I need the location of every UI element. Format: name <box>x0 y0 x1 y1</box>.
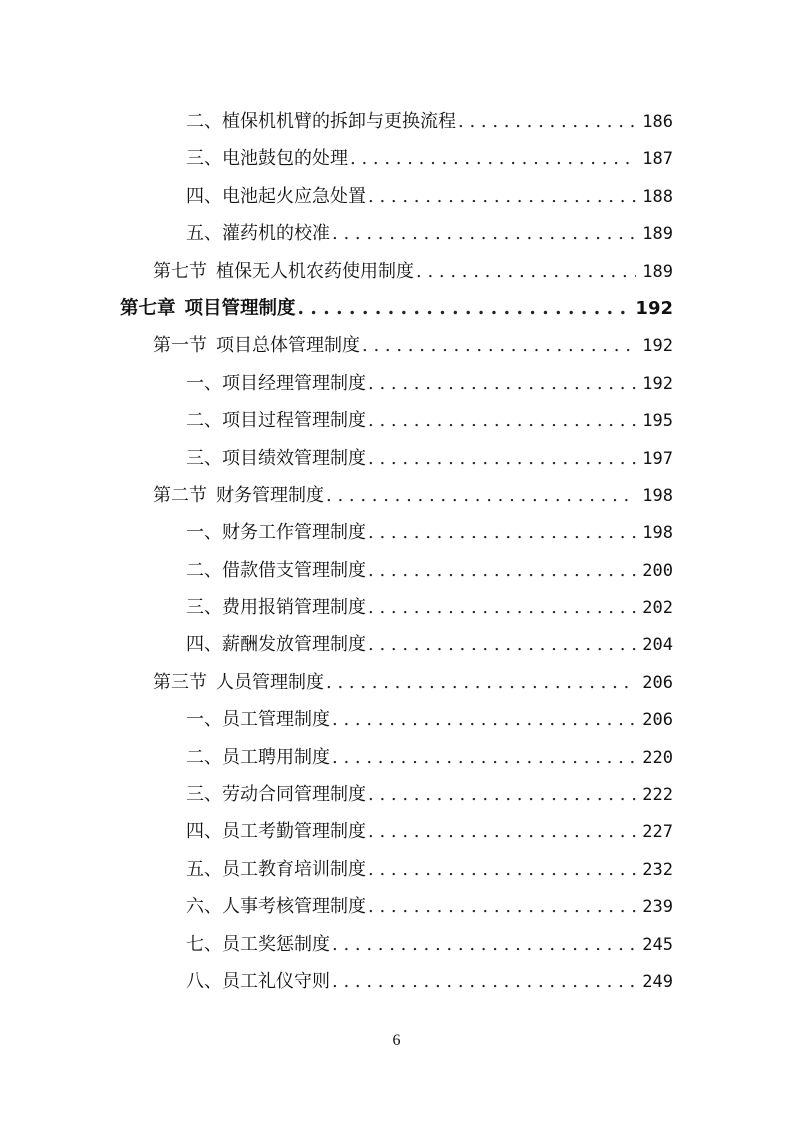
toc-entry-title <box>186 892 366 918</box>
toc-entry-page: 189 <box>642 224 673 245</box>
toc-entry-title <box>186 444 366 470</box>
toc-entry-title <box>186 630 366 656</box>
toc-dot-leader <box>368 410 636 431</box>
toc-dot-leader <box>368 448 636 469</box>
toc-entry-title <box>186 369 366 395</box>
toc-dot-leader <box>368 634 636 655</box>
toc-entry-title <box>186 930 330 956</box>
toc-entry-prefix: 四、 <box>186 634 222 656</box>
toc-dot-leader <box>298 298 630 319</box>
toc-entry-text: 劳动合同管理制度 <box>222 784 366 806</box>
toc-entry-page: 198 <box>642 485 673 506</box>
toc-subsection-entry[interactable] <box>0 923 793 960</box>
toc-entry-prefix: 八、 <box>186 970 222 992</box>
toc-dot-leader <box>368 821 636 842</box>
toc-entry-page: 204 <box>642 635 673 656</box>
toc-entry-line <box>186 444 673 470</box>
toc-entry-line <box>186 518 673 544</box>
table-of-contents <box>0 100 793 997</box>
toc-entry-page: 222 <box>642 785 673 806</box>
toc-dot-leader <box>326 672 636 693</box>
toc-subsection-entry[interactable] <box>0 885 793 922</box>
toc-entry-prefix: 五、 <box>186 858 222 880</box>
toc-entry-text: 项目经理管理制度 <box>222 372 366 394</box>
toc-entry-prefix: 第一节 <box>153 335 207 357</box>
toc-entry-line <box>153 481 673 507</box>
toc-entry-line <box>186 406 673 432</box>
toc-subsection-entry[interactable] <box>0 175 793 212</box>
toc-entry-text: 项目过程管理制度 <box>222 410 366 432</box>
toc-entry-title <box>153 668 324 694</box>
toc-dot-leader <box>332 709 636 730</box>
toc-subsection-entry[interactable] <box>0 437 793 474</box>
toc-dot-leader <box>368 522 636 543</box>
page-number: 6 <box>392 1032 401 1049</box>
toc-dot-leader <box>458 111 636 132</box>
toc-entry-text: 员工聘用制度 <box>222 746 330 768</box>
toc-subsection-entry[interactable] <box>0 586 793 623</box>
toc-entry-line <box>153 257 673 283</box>
toc-entry-prefix: 四、 <box>186 821 222 843</box>
toc-chapter-entry[interactable] <box>0 287 793 324</box>
toc-entry-text: 人事考核管理制度 <box>222 896 366 918</box>
toc-entry-line <box>186 182 673 208</box>
toc-subsection-entry[interactable] <box>0 100 793 137</box>
toc-entry-line <box>186 743 673 769</box>
toc-entry-title <box>186 406 366 432</box>
toc-entry-page: 227 <box>642 822 673 843</box>
toc-entry-prefix: 四、 <box>186 185 222 207</box>
toc-entry-prefix: 一、 <box>186 709 222 731</box>
toc-entry-text: 电池起火应急处置 <box>222 185 366 207</box>
toc-entry-page: 192 <box>642 373 673 394</box>
toc-entry-page: 189 <box>642 261 673 282</box>
toc-dot-leader <box>368 597 636 618</box>
toc-entry-title <box>186 182 366 208</box>
toc-entry-text: 员工管理制度 <box>222 709 330 731</box>
toc-entry-page: 249 <box>642 971 673 992</box>
toc-entry-title <box>186 780 366 806</box>
toc-entry-prefix: 第七章 <box>120 297 176 319</box>
toc-entry-page: 198 <box>642 523 673 544</box>
toc-entry-page: 206 <box>642 710 673 731</box>
toc-entry-prefix: 第七节 <box>153 260 207 282</box>
toc-entry-title <box>186 705 330 731</box>
toc-entry-line <box>186 107 673 133</box>
toc-entry-text: 员工教育培训制度 <box>222 858 366 880</box>
toc-entry-prefix: 五、 <box>186 223 222 245</box>
toc-entry-page: 200 <box>642 560 673 581</box>
toc-dot-leader <box>326 485 636 506</box>
toc-section-entry[interactable] <box>0 324 793 361</box>
toc-dot-leader <box>368 859 636 880</box>
toc-entry-title <box>153 257 414 283</box>
toc-entry-prefix: 一、 <box>186 372 222 394</box>
toc-entry-text: 员工考勤管理制度 <box>222 821 366 843</box>
toc-entry-title <box>186 855 366 881</box>
toc-entry-prefix: 第二节 <box>153 484 207 506</box>
toc-entry-text: 员工奖惩制度 <box>222 933 330 955</box>
toc-entry-line <box>186 369 673 395</box>
toc-entry-text: 员工礼仪守则 <box>222 970 330 992</box>
toc-entry-title <box>186 817 366 843</box>
toc-entry-text: 财务工作管理制度 <box>222 522 366 544</box>
toc-entry-line <box>186 219 673 245</box>
toc-entry-page: 192 <box>642 336 673 357</box>
toc-entry-line <box>186 705 673 731</box>
toc-dot-leader <box>332 971 636 992</box>
toc-section-entry[interactable] <box>0 250 793 287</box>
toc-dot-leader <box>368 784 636 805</box>
toc-subsection-entry[interactable] <box>0 960 793 997</box>
toc-dot-leader <box>416 261 636 282</box>
toc-entry-text: 植保无人机农药使用制度 <box>216 260 414 282</box>
toc-subsection-entry[interactable] <box>0 773 793 810</box>
toc-entry-title <box>186 743 330 769</box>
toc-entry-page: 206 <box>642 672 673 693</box>
toc-entry-text: 植保机机臂的拆卸与更换流程 <box>222 111 456 132</box>
toc-entry-prefix: 七、 <box>186 933 222 955</box>
toc-entry-line <box>186 593 673 619</box>
toc-subsection-entry[interactable] <box>0 399 793 436</box>
toc-entry-prefix: 三、 <box>186 447 222 469</box>
toc-entry-title <box>186 144 348 170</box>
toc-entry-prefix: 第三节 <box>153 671 207 693</box>
toc-entry-prefix: 二、 <box>186 559 222 581</box>
toc-entry-line <box>186 630 673 656</box>
toc-entry-text: 财务管理制度 <box>216 484 324 506</box>
toc-dot-leader <box>368 373 636 394</box>
toc-dot-leader <box>332 934 636 955</box>
toc-entry-line <box>186 855 673 881</box>
toc-subsection-entry[interactable] <box>0 212 793 249</box>
toc-entry-text: 电池鼓包的处理 <box>222 148 348 170</box>
toc-entry-text: 人员管理制度 <box>216 671 324 693</box>
toc-entry-prefix: 三、 <box>186 597 222 619</box>
toc-entry-page: 202 <box>642 598 673 619</box>
toc-subsection-entry[interactable] <box>0 736 793 773</box>
toc-entry-page: 197 <box>642 448 673 469</box>
toc-subsection-entry[interactable] <box>0 362 793 399</box>
toc-entry-line <box>186 817 673 843</box>
toc-section-entry[interactable] <box>0 661 793 698</box>
toc-entry-text: 项目绩效管理制度 <box>222 447 366 469</box>
toc-dot-leader <box>362 335 636 356</box>
toc-entry-page: 192 <box>635 297 673 319</box>
toc-entry-prefix: 二、 <box>186 410 222 432</box>
toc-entry-text: 灌药机的校准 <box>222 223 330 245</box>
toc-entry-prefix: 三、 <box>186 784 222 806</box>
toc-entry-prefix: 二、 <box>186 111 222 132</box>
toc-subsection-entry[interactable] <box>0 810 793 847</box>
toc-entry-title <box>186 556 366 582</box>
toc-entry-prefix: 三、 <box>186 148 222 170</box>
toc-entry-text: 项目管理制度 <box>184 297 296 319</box>
toc-subsection-entry[interactable] <box>0 549 793 586</box>
toc-entry-text: 项目总体管理制度 <box>216 335 360 357</box>
toc-entry-line <box>186 780 673 806</box>
toc-entry-title <box>186 518 366 544</box>
toc-entry-prefix: 二、 <box>186 746 222 768</box>
toc-entry-text: 费用报销管理制度 <box>222 597 366 619</box>
toc-entry-title <box>186 219 330 245</box>
toc-entry-line <box>186 892 673 918</box>
toc-entry-page: 195 <box>642 411 673 432</box>
toc-entry-page: 245 <box>642 934 673 955</box>
toc-entry-line <box>186 967 673 993</box>
toc-entry-title <box>120 294 296 320</box>
toc-entry-page: 187 <box>642 149 673 170</box>
toc-entry-page: 186 <box>642 112 673 132</box>
toc-subsection-entry[interactable] <box>0 137 793 174</box>
toc-entry-line <box>153 331 673 357</box>
toc-entry-page: 232 <box>642 859 673 880</box>
toc-subsection-entry[interactable] <box>0 848 793 885</box>
toc-entry-prefix: 一、 <box>186 522 222 544</box>
toc-entry-title <box>153 481 324 507</box>
toc-entry-title <box>153 331 360 357</box>
toc-entry-text: 薪酬发放管理制度 <box>222 634 366 656</box>
toc-subsection-entry[interactable] <box>0 698 793 735</box>
toc-entry-line <box>186 144 673 170</box>
toc-entry-line <box>186 930 673 956</box>
toc-entry-line <box>120 294 673 320</box>
toc-subsection-entry[interactable] <box>0 623 793 660</box>
toc-dot-leader <box>368 560 636 581</box>
toc-entry-page: 220 <box>642 747 673 768</box>
toc-dot-leader <box>332 223 636 244</box>
toc-dot-leader <box>368 186 636 207</box>
toc-entry-title <box>186 967 330 993</box>
toc-dot-leader <box>332 747 636 768</box>
toc-section-entry[interactable] <box>0 474 793 511</box>
toc-entry-prefix: 六、 <box>186 896 222 918</box>
toc-subsection-entry[interactable] <box>0 511 793 548</box>
toc-entry-line <box>186 556 673 582</box>
toc-entry-line <box>153 668 673 694</box>
toc-entry-text: 借款借支管理制度 <box>222 559 366 581</box>
toc-dot-leader <box>368 896 636 917</box>
toc-entry-title <box>186 593 366 619</box>
toc-entry-title <box>186 107 456 133</box>
toc-dot-leader <box>350 148 636 169</box>
toc-entry-page: 239 <box>642 897 673 918</box>
toc-entry-page: 188 <box>642 186 673 207</box>
